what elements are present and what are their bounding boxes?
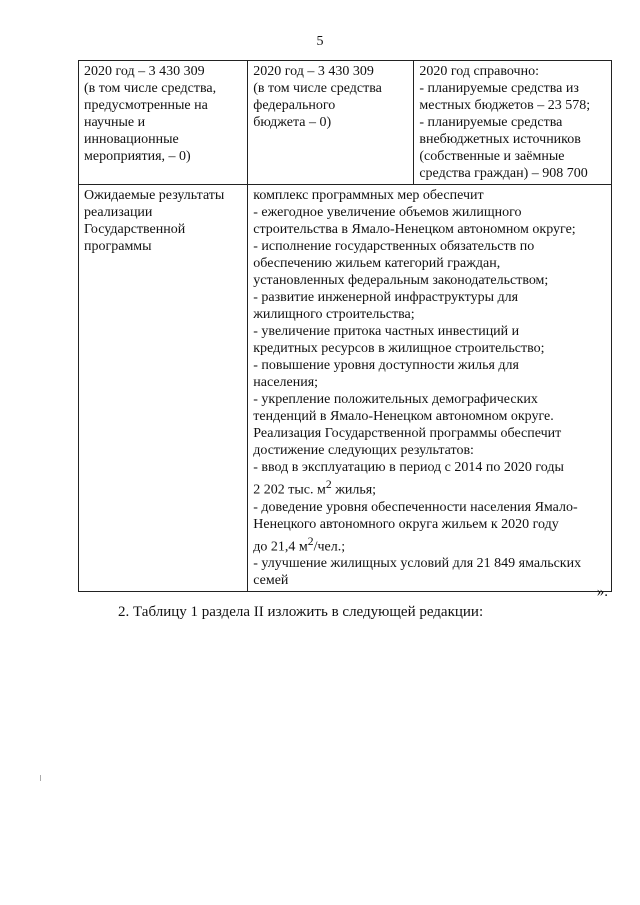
cell-line: 2020 год справочно:: [419, 64, 539, 79]
level-text: до 21,4 м: [253, 539, 308, 555]
expected-results-content: [248, 185, 612, 592]
cell-line: - повышение уровня доступности жилья для: [253, 358, 519, 373]
cell-line: научные и: [84, 115, 146, 130]
cell-line: тенденций в Ямало-Ненецком автономном округе.: [253, 409, 554, 424]
cell-line: - ввод в эксплуатацию в период с 2014 по 2020 годы: [253, 460, 564, 475]
funding-cell-science: [79, 61, 248, 185]
cell-line: (в том числе средства,: [84, 81, 217, 96]
cell-line: средства граждан) – 908 700: [419, 166, 588, 181]
cell-line: населения;: [253, 375, 319, 390]
cell-line: 2020 год – 3 430 309: [84, 64, 205, 79]
superscript: 2: [307, 534, 314, 548]
cell-line: установленных федеральным законодательством;: [253, 273, 549, 288]
cell-line: - планируемые средства из: [419, 81, 579, 96]
area-text-end: жилья;: [331, 482, 377, 498]
cell-line: комплекс программных мер обеспечит: [253, 188, 484, 203]
cell-line: обеспечению жильем категорий граждан,: [253, 256, 501, 271]
closing-quote: ».: [596, 584, 608, 600]
cell-line: Ожидаемые результаты: [84, 188, 225, 203]
cell-line: (собственные и заёмные: [419, 149, 565, 164]
cell-line: программы: [84, 239, 152, 254]
table-row: [79, 61, 612, 185]
scan-mark: [40, 775, 41, 781]
level-text-end: /чел.;: [313, 539, 346, 555]
cell-line: - улучшение жилищных условий для 21 849 ямальских: [253, 556, 582, 572]
cell-line: кредитных ресурсов в жилищное строительство;: [253, 341, 545, 356]
cell-line: инновационные: [84, 132, 179, 147]
cell-line: мероприятия, – 0): [84, 149, 191, 164]
cell-line: федерального: [253, 98, 336, 113]
cell-line: - развитие инженерной инфраструктуры для: [253, 290, 519, 305]
cell-line: (в том числе средства: [253, 81, 382, 96]
cell-line: строительства в Ямало-Ненецком автономном округе;: [253, 222, 576, 237]
page-number: 5: [316, 34, 324, 49]
cell-line: внебюджетных источников: [419, 132, 581, 147]
cell-line: - ежегодное увеличение объемов жилищного: [253, 205, 522, 220]
funding-cell-federal: [248, 61, 414, 185]
cell-line: Государственной: [84, 222, 186, 237]
cell-line: предусмотренные на: [84, 98, 208, 113]
cell-line: - укрепление положительных демографических: [253, 392, 538, 407]
instruction-paragraph: 2. Таблицу 1 раздела II изложить в следующей редакции:: [118, 604, 484, 620]
cell-line: - исполнение государственных обязательств по: [253, 239, 535, 254]
program-passport-table: [78, 60, 612, 592]
area-text: 2 202 тыс. м: [253, 482, 326, 498]
superscript: 2: [325, 478, 332, 491]
cell-line: Реализация Государственной программы обеспечит: [253, 426, 562, 441]
cell-line: Ненецкого автономного округа жильем к 2020 году: [253, 516, 559, 532]
cell-line: жилищного строительства;: [253, 307, 415, 322]
cell-line: реализации: [84, 205, 153, 220]
cell-line: бюджета – 0): [253, 115, 332, 130]
cell-line: семей: [253, 573, 289, 589]
cell-line: местных бюджетов – 23 578;: [419, 98, 591, 113]
cell-line: - доведение уровня обеспеченности населения Ямало-: [253, 499, 578, 515]
expected-results-label: [79, 185, 248, 592]
table-row: [79, 185, 612, 592]
cell-line: - увеличение притока частных инвестиций и: [253, 324, 520, 339]
funding-cell-reference: [414, 61, 612, 185]
cell-line: 2020 год – 3 430 309: [253, 64, 374, 79]
cell-line: - планируемые средства: [419, 115, 563, 130]
cell-line: достижение следующих результатов:: [253, 443, 474, 458]
cell-line-area: [253, 476, 606, 499]
cell-line-level: [253, 533, 606, 556]
